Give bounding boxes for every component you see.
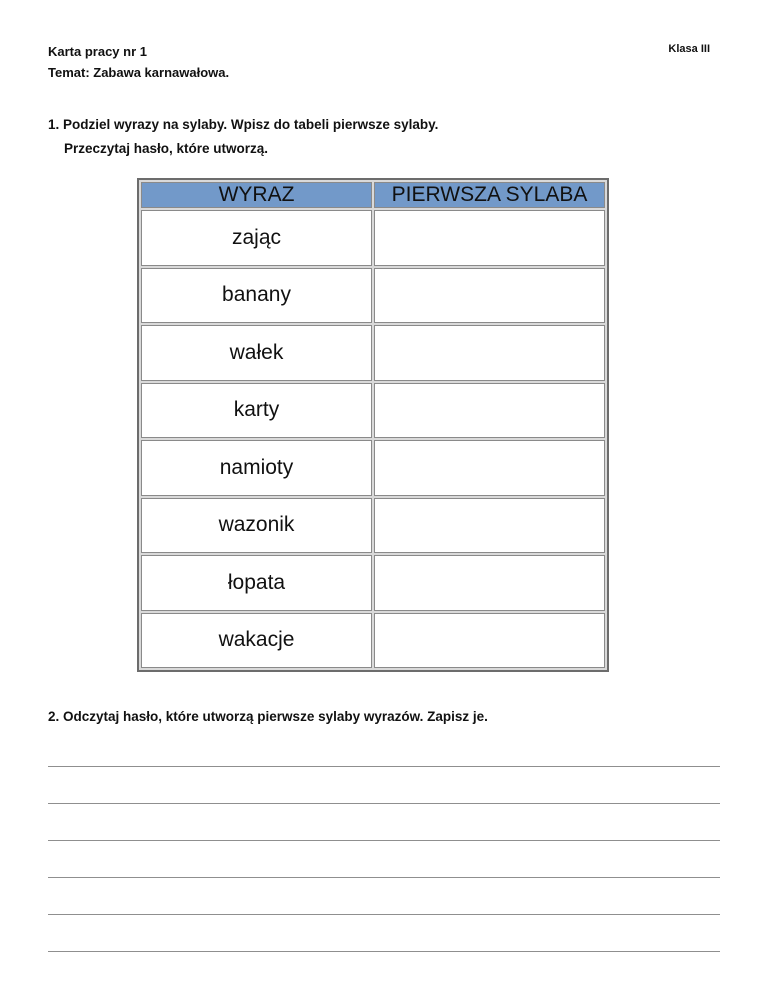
column-header-word: WYRAZ xyxy=(141,182,372,208)
answer-line[interactable] xyxy=(48,914,720,915)
table-header-row xyxy=(141,182,605,208)
task-1-instructions xyxy=(48,113,438,161)
task-1-line-2: Przeczytaj hasło, które utworzą. xyxy=(64,141,269,156)
task-2-instructions: 2. Odczytaj hasło, które utworzą pierwsze sylaby wyrazów. Zapisz je. xyxy=(48,709,488,724)
syllable-answer-cell[interactable] xyxy=(374,555,605,611)
syllable-table-frame xyxy=(137,178,609,672)
syllable-answer-cell[interactable] xyxy=(374,210,605,266)
table-row xyxy=(141,268,605,324)
task-1-line-1: 1. Podziel wyrazy na sylaby. Wpisz do tabeli pierwsze sylaby. xyxy=(48,117,439,132)
answer-line[interactable] xyxy=(48,803,720,804)
word-cell: zając xyxy=(141,210,372,266)
worksheet-header xyxy=(48,41,229,83)
table-row xyxy=(141,325,605,381)
answer-line[interactable] xyxy=(48,766,720,767)
word-cell: łopata xyxy=(141,555,372,611)
table-row xyxy=(141,555,605,611)
syllable-answer-cell[interactable] xyxy=(374,383,605,439)
syllable-answer-cell[interactable] xyxy=(374,440,605,496)
worksheet-title: Karta pracy nr 1 xyxy=(48,44,147,59)
syllable-answer-cell[interactable] xyxy=(374,613,605,669)
answer-line[interactable] xyxy=(48,951,720,952)
word-cell: banany xyxy=(141,268,372,324)
syllable-answer-cell[interactable] xyxy=(374,325,605,381)
word-cell: namioty xyxy=(141,440,372,496)
word-cell: karty xyxy=(141,383,372,439)
syllable-table xyxy=(139,180,607,670)
class-label: Klasa III xyxy=(668,43,710,55)
column-header-first-syllable: PIERWSZA SYLABA xyxy=(374,182,605,208)
table-row xyxy=(141,613,605,669)
word-cell: wałek xyxy=(141,325,372,381)
table-row xyxy=(141,383,605,439)
syllable-answer-cell[interactable] xyxy=(374,268,605,324)
answer-line[interactable] xyxy=(48,877,720,878)
table-row xyxy=(141,498,605,554)
word-cell: wazonik xyxy=(141,498,372,554)
worksheet-topic: Temat: Zabawa karnawałowa. xyxy=(48,65,230,80)
syllable-answer-cell[interactable] xyxy=(374,498,605,554)
table-row xyxy=(141,440,605,496)
table-row xyxy=(141,210,605,266)
word-cell: wakacje xyxy=(141,613,372,669)
answer-line[interactable] xyxy=(48,840,720,841)
